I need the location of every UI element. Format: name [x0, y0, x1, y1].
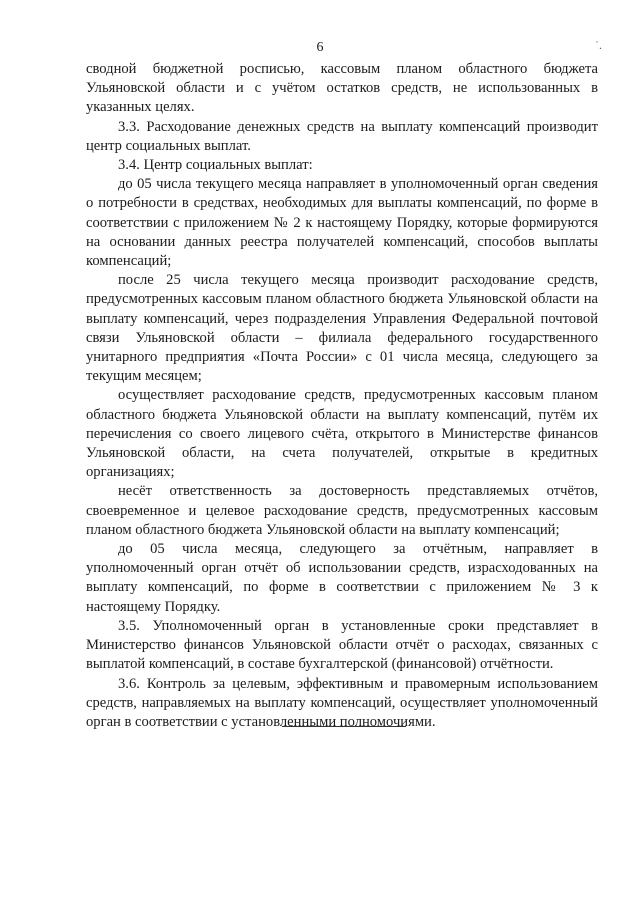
paragraph-post-office-payment: после 25 числа текущего месяца производит расходование средств, предусмотренных кассовым планом областного бюджета Ульяновской области на выплату компенсаций, через подразделения Управления Федеральной почтовой связи Ульяновской области – филиала федерального государственного унитарного предприятия «Почта России» с 01 числа месяца, следующего за текущим месяцем; — [86, 272, 598, 385]
paragraph-3-5: 3.5. Уполномоченный орган в установленные сроки представляет в Министерство финансов Ульяновской области отчёт о расходах, связанных с выплатой компенсаций, в составе бухгалтерской (финансовой) отчётности. — [86, 617, 598, 673]
paragraph-usage-report: до 05 числа месяца, следующего за отчётным, направляет в уполномоченный орган отчёт об использовании средств, израсходованных на выплату компенсаций, по форме в соответствии с приложением № 3 к настоящему Порядку. — [86, 541, 598, 615]
paragraph-3-6: 3.6. Контроль за целевым, эффективным и правомерным использованием средств, направляемых на выплату компенсаций, осуществляет уполномоченный орган в соответствии с установленными полномочиями. — [86, 675, 598, 730]
paragraph-3-4: 3.4. Центр социальных выплат: — [118, 157, 313, 174]
paragraph-budget-schedule: сводной бюджетной росписью, кассовым планом областного бюджета Ульяновской области и с учётом остатков средств, не использованных в указанных целях. — [86, 61, 598, 116]
paragraph-bank-transfer: осуществляет расходование средств, предусмотренных кассовым планом областного бюджета Ульяновской области на выплату компенсаций, путём их перечисления со своего лицевого счёта, открытого в Министерстве финансов Ульяновской области, на счета получателей, открытые в кредитных организациях; — [86, 387, 598, 481]
paragraph-3-3: 3.3. Расходование денежных средств на выплату компенсаций производит центр социальных выплат. — [86, 118, 598, 154]
corner-mark: ˙. — [595, 38, 602, 52]
page-number: 6 — [316, 40, 324, 55]
end-divider — [282, 726, 406, 727]
document-body — [86, 60, 598, 732]
paragraph-responsibility: несёт ответственность за достоверность представляемых отчётов, своевременное и целевое расходование средств, предусмотренных кассовым планом областного бюджета Ульяновской области на выплату компенсаций; — [86, 483, 598, 538]
paragraph-needs-report: до 05 числа текущего месяца направляет в уполномоченный орган сведения о потребности в средствах, необходимых для выплаты компенсаций, по форме в соответствии с приложением № 2 к настоящему Порядку, которые формируются на основании данных реестра получателей компенсаций, способов выплаты компенсаций; — [86, 176, 598, 270]
